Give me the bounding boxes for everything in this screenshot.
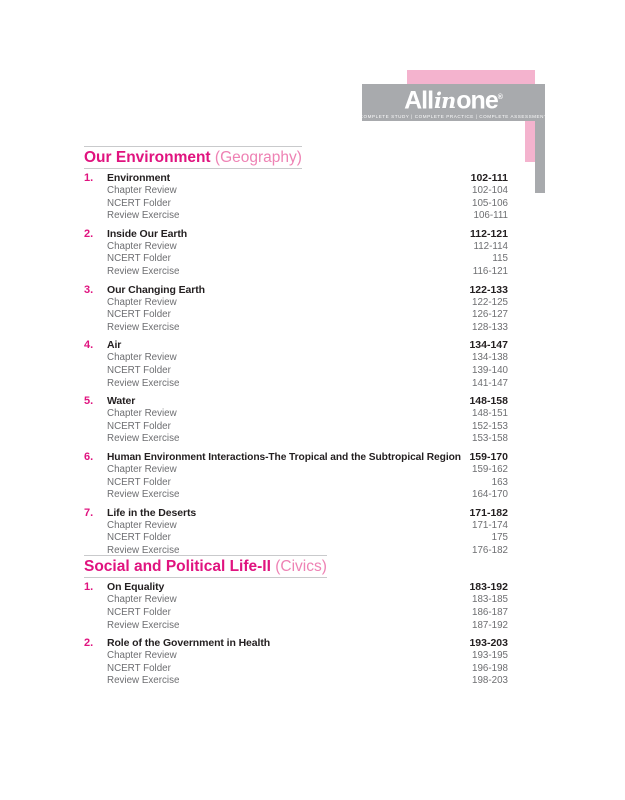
chapter-title: Water	[107, 395, 136, 408]
toc-subitem	[84, 408, 508, 421]
toc-chapter	[84, 394, 508, 446]
chapter-title: Role of the Government in Health	[107, 637, 271, 650]
logo-tagline: COMPLETE STUDY | COMPLETE PRACTICE | COMPLETE ASSESSMENT	[359, 114, 548, 120]
subitem-label: Chapter Review	[107, 463, 177, 475]
chapter-title-row	[84, 450, 508, 464]
subitem-page-range: 186-187	[472, 607, 508, 619]
toc-subitem	[84, 241, 508, 254]
subitem-page-range: 106-111	[473, 210, 508, 222]
subitem-page-range: 116-121	[472, 265, 508, 277]
toc-subitem	[84, 607, 508, 620]
toc-subitem	[84, 253, 508, 266]
chapter-page-range: 134-147	[469, 339, 508, 352]
toc-chapter	[84, 506, 508, 558]
chapter-page-range: 112-121	[470, 227, 508, 240]
toc-subitem	[84, 322, 508, 335]
chapter-page-range: 171-182	[469, 506, 508, 519]
toc-subitem	[84, 185, 508, 198]
subitem-page-range: 148-151	[472, 408, 508, 420]
subitem-page-range: 134-138	[472, 352, 508, 364]
toc-subitem	[84, 532, 508, 545]
chapter-title-row	[84, 338, 508, 352]
chapter-number: 2.	[84, 637, 94, 650]
registered-mark-icon: ®	[497, 93, 503, 101]
chapter-title: Air	[107, 339, 122, 352]
subitem-label: NCERT Folder	[107, 532, 171, 544]
subitem-page-range: 126-127	[472, 309, 508, 321]
toc-subitem	[84, 675, 508, 688]
chapter-page-range: 159-170	[469, 450, 508, 463]
subitem-page-range: 122-125	[472, 296, 508, 308]
subitem-label: Chapter Review	[107, 408, 177, 420]
chapter-title-row	[84, 283, 508, 297]
subitem-page-range: 183-185	[472, 594, 508, 606]
chapter-title-row	[84, 394, 508, 408]
chapter-number: 6.	[84, 450, 94, 463]
subitem-label: Chapter Review	[107, 594, 177, 606]
toc-subitem	[84, 433, 508, 446]
chapter-number: 1.	[84, 172, 94, 184]
toc-chapter	[84, 450, 508, 502]
toc-subitem	[84, 352, 508, 365]
toc-chapter	[84, 338, 508, 390]
subitem-page-range: 164-170	[472, 489, 508, 501]
chapter-page-range: 148-158	[469, 395, 508, 408]
subitem-page-range: 128-133	[472, 321, 508, 333]
logo-word-all: All	[404, 86, 434, 115]
subitem-label: Review Exercise	[107, 377, 180, 389]
chapter-title-row	[84, 506, 508, 520]
toc-chapter	[84, 580, 508, 632]
toc-subitem	[84, 266, 508, 279]
subitem-page-range: 196-198	[472, 662, 508, 674]
subitem-label: Review Exercise	[107, 489, 180, 501]
chapter-number: 5.	[84, 395, 94, 408]
chapter-number: 7.	[84, 506, 94, 519]
subitem-page-range: 163	[491, 476, 508, 488]
subitem-page-range: 153-158	[472, 433, 508, 445]
toc-subitem	[84, 365, 508, 378]
toc-subitem	[84, 620, 508, 633]
chapter-title: Our Changing Earth	[107, 283, 205, 296]
subitem-label: Chapter Review	[107, 519, 177, 531]
chapter-title: On Equality	[107, 581, 165, 594]
chapter-title-row	[84, 636, 508, 650]
subitem-label: NCERT Folder	[107, 476, 171, 488]
decor-gray-strip	[535, 121, 545, 193]
toc-subitem	[84, 198, 508, 211]
subitem-label: Review Exercise	[107, 321, 180, 333]
subitem-label: Chapter Review	[107, 296, 177, 308]
allinone-logo	[404, 86, 503, 113]
subitem-label: NCERT Folder	[107, 309, 171, 321]
subitem-label: NCERT Folder	[107, 197, 171, 209]
chapter-number: 4.	[84, 339, 94, 352]
subitem-label: Review Exercise	[107, 675, 180, 687]
toc-subitem	[84, 309, 508, 322]
subitem-page-range: 171-174	[472, 519, 508, 531]
subitem-label: NCERT Folder	[107, 420, 171, 432]
subitem-label: Review Exercise	[107, 544, 180, 556]
chapter-page-range: 193-203	[469, 637, 508, 650]
subitem-label: NCERT Folder	[107, 607, 171, 619]
logo-word-one: one	[456, 86, 498, 115]
toc-subitem	[84, 421, 508, 434]
toc-chapter	[84, 283, 508, 335]
chapter-number: 2.	[84, 227, 94, 240]
toc-subitem	[84, 663, 508, 676]
section-header	[84, 555, 327, 578]
toc-chapter	[84, 636, 508, 688]
section-title: Social and Political Life-II	[84, 558, 271, 576]
subitem-page-range: 102-104	[472, 185, 508, 196]
subitem-label: NCERT Folder	[107, 662, 171, 674]
subitem-label: Chapter Review	[107, 352, 177, 364]
chapter-title-row	[84, 171, 508, 185]
subitem-page-range: 193-195	[472, 650, 508, 662]
subitem-label: Review Exercise	[107, 265, 180, 277]
section-header	[84, 146, 302, 169]
toc-subitem	[84, 378, 508, 391]
subitem-label: Chapter Review	[107, 185, 177, 196]
subitem-label: Review Exercise	[107, 433, 180, 445]
toc-subitem	[84, 210, 508, 223]
decor-pink-strip	[525, 121, 535, 162]
chapter-title-row	[84, 580, 508, 594]
chapter-number: 1.	[84, 581, 94, 594]
chapter-page-range: 183-192	[469, 581, 508, 594]
subitem-label: Review Exercise	[107, 210, 180, 222]
chapter-title: Environment	[107, 172, 171, 184]
chapter-title-row	[84, 227, 508, 241]
subitem-label: Chapter Review	[107, 240, 177, 252]
chapter-title: Human Environment Interactions-The Tropical and the Subtropical Region	[107, 450, 461, 463]
logo-word-in: in	[434, 88, 456, 114]
subitem-page-range: 112-114	[473, 240, 508, 252]
subitem-label: Review Exercise	[107, 619, 180, 631]
chapter-page-range: 102-111	[470, 172, 508, 184]
subitem-page-range: 187-192	[472, 619, 508, 631]
toc	[84, 149, 508, 689]
chapter-number: 3.	[84, 283, 94, 296]
toc-subitem	[84, 477, 508, 490]
section-subtitle: (Civics)	[270, 558, 327, 576]
toc-chapter	[84, 171, 508, 223]
subitem-page-range: 198-203	[472, 675, 508, 687]
logo-banner	[359, 84, 548, 121]
section-subtitle: (Geography)	[210, 149, 302, 166]
subitem-page-range: 105-106	[472, 197, 508, 209]
toc-subitem	[84, 297, 508, 310]
subitem-label: Chapter Review	[107, 650, 177, 662]
toc-chapter	[84, 227, 508, 279]
subitem-page-range: 152-153	[472, 420, 508, 432]
section-title: Our Environment	[84, 149, 211, 166]
chapter-title: Life in the Deserts	[107, 506, 197, 519]
chapter-title: Inside Our Earth	[107, 227, 188, 240]
toc-subitem	[84, 594, 508, 607]
chapter-page-range: 122-133	[469, 283, 508, 296]
subitem-label: NCERT Folder	[107, 253, 171, 265]
subitem-page-range: 159-162	[472, 463, 508, 475]
subitem-page-range: 141-147	[472, 377, 508, 389]
toc-subitem	[84, 489, 508, 502]
toc-subitem	[84, 650, 508, 663]
subitem-page-range: 139-140	[472, 364, 508, 376]
subitem-label: NCERT Folder	[107, 364, 171, 376]
subitem-page-range: 115	[492, 253, 508, 265]
toc-subitem	[84, 520, 508, 533]
subitem-page-range: 175	[491, 532, 508, 544]
toc-subitem	[84, 464, 508, 477]
subitem-page-range: 176-182	[472, 544, 508, 556]
